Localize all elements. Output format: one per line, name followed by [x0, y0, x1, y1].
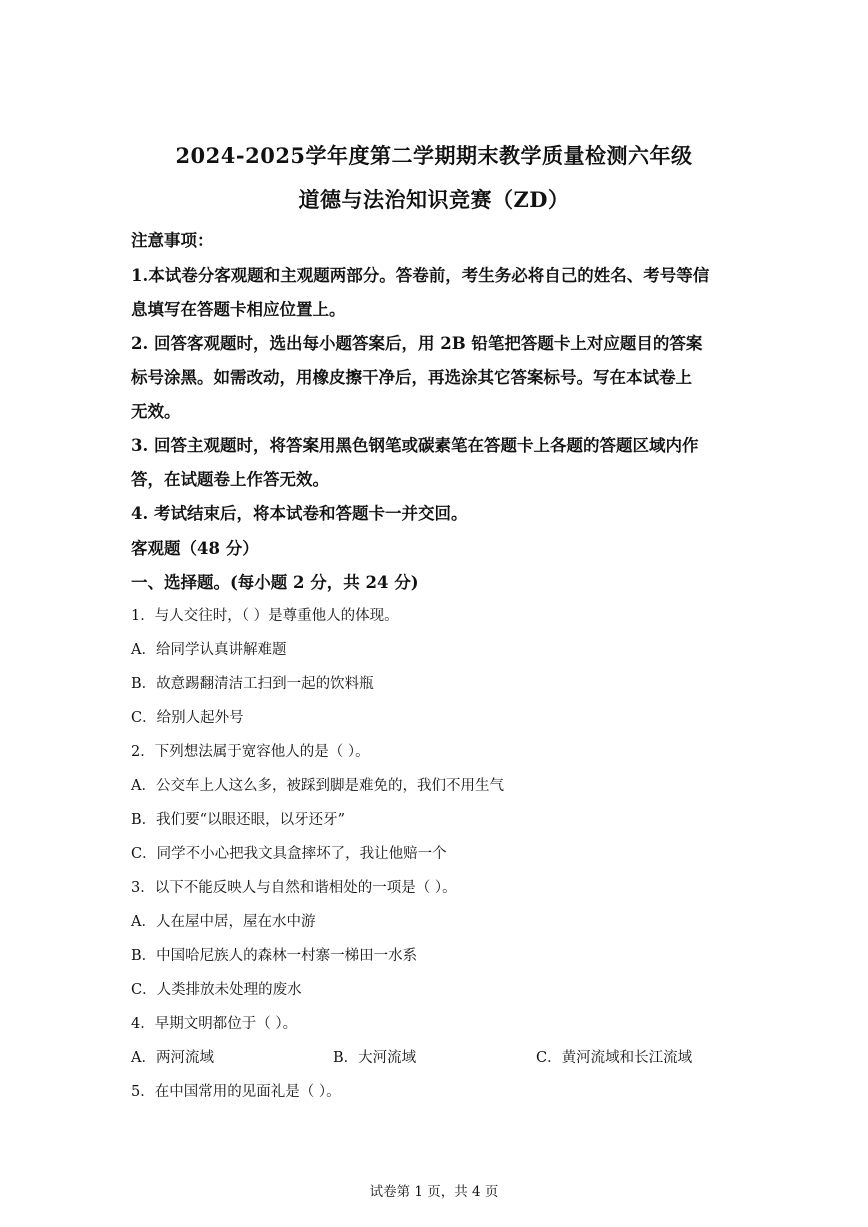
question-option: A．两河流域 [131, 1050, 214, 1066]
notice-line: 答，在试题卷上作答无效。 [131, 470, 329, 489]
question-option: A．公交车上人这么多，被踩到脚是难免的，我们不用生气 [131, 778, 504, 794]
question-option: C．人类排放未处理的废水 [131, 982, 302, 998]
question-option: B．大河流域 [333, 1050, 417, 1066]
question-option: C．给别人起外号 [131, 710, 244, 726]
question-option: C．黄河流域和长江流域 [536, 1050, 693, 1066]
question-option: A．给同学认真讲解难题 [131, 642, 287, 658]
notice-line: 1.本试卷分客观题和主观题两部分。答卷前，考生务必将自己的姓名、考号等信 [131, 266, 710, 285]
question-option: A．人在屋中居，屋在水中游 [131, 914, 316, 930]
notice-line: 4. 考试结束后，将本试卷和答题卡一并交回。 [131, 504, 468, 523]
question-stem: 3．以下不能反映人与自然和谐相处的一项是（ ）。 [131, 880, 457, 896]
notice-line: 息填写在答题卡相应位置上。 [131, 300, 346, 319]
exam-title-line1: 2024-2025学年度第二学期期末教学质量检测六年级 [175, 143, 693, 168]
section-heading: 客观题（48 分） [131, 539, 259, 558]
question-option: C．同学不小心把我文具盒摔坏了，我让他赔一个 [131, 846, 447, 862]
page-footer: 试卷第 1 页，共 4 页 [369, 1184, 499, 1200]
question-stem: 5．在中国常用的见面礼是（ ）。 [131, 1084, 341, 1100]
question-stem: 4．早期文明都位于（ ）。 [131, 1016, 298, 1032]
notice-line: 3. 回答主观题时，将答案用黑色钢笔或碳素笔在答题卡上各题的答题区域内作 [131, 436, 699, 455]
question-option: B．中国哈尼族人的森林一村寨一梯田一水系 [131, 948, 418, 964]
question-stem: 2．下列想法属于宽容他人的是（ ）。 [131, 744, 370, 760]
notice-heading: 注意事项： [131, 231, 214, 250]
part-heading: 一、选择题。(每小题 2 分，共 24 分) [131, 573, 419, 592]
notice-line: 无效。 [131, 402, 181, 421]
exam-title-line2: 道德与法治知识竞赛（ZD） [298, 187, 570, 212]
notice-line: 2. 回答客观题时，选出每小题答案后，用 2B 铅笔把答题卡上对应题目的答案 [131, 334, 703, 353]
question-option: B．我们要“以眼还眼，以牙还牙” [131, 812, 345, 828]
question-stem: 1．与人交往时，（ ）是尊重他人的体现。 [131, 608, 399, 624]
notice-line: 标号涂黑。如需改动，用橡皮擦干净后，再选涂其它答案标号。写在本试卷上 [131, 368, 692, 387]
question-option: B．故意踢翻清洁工扫到一起的饮料瓶 [131, 676, 374, 692]
